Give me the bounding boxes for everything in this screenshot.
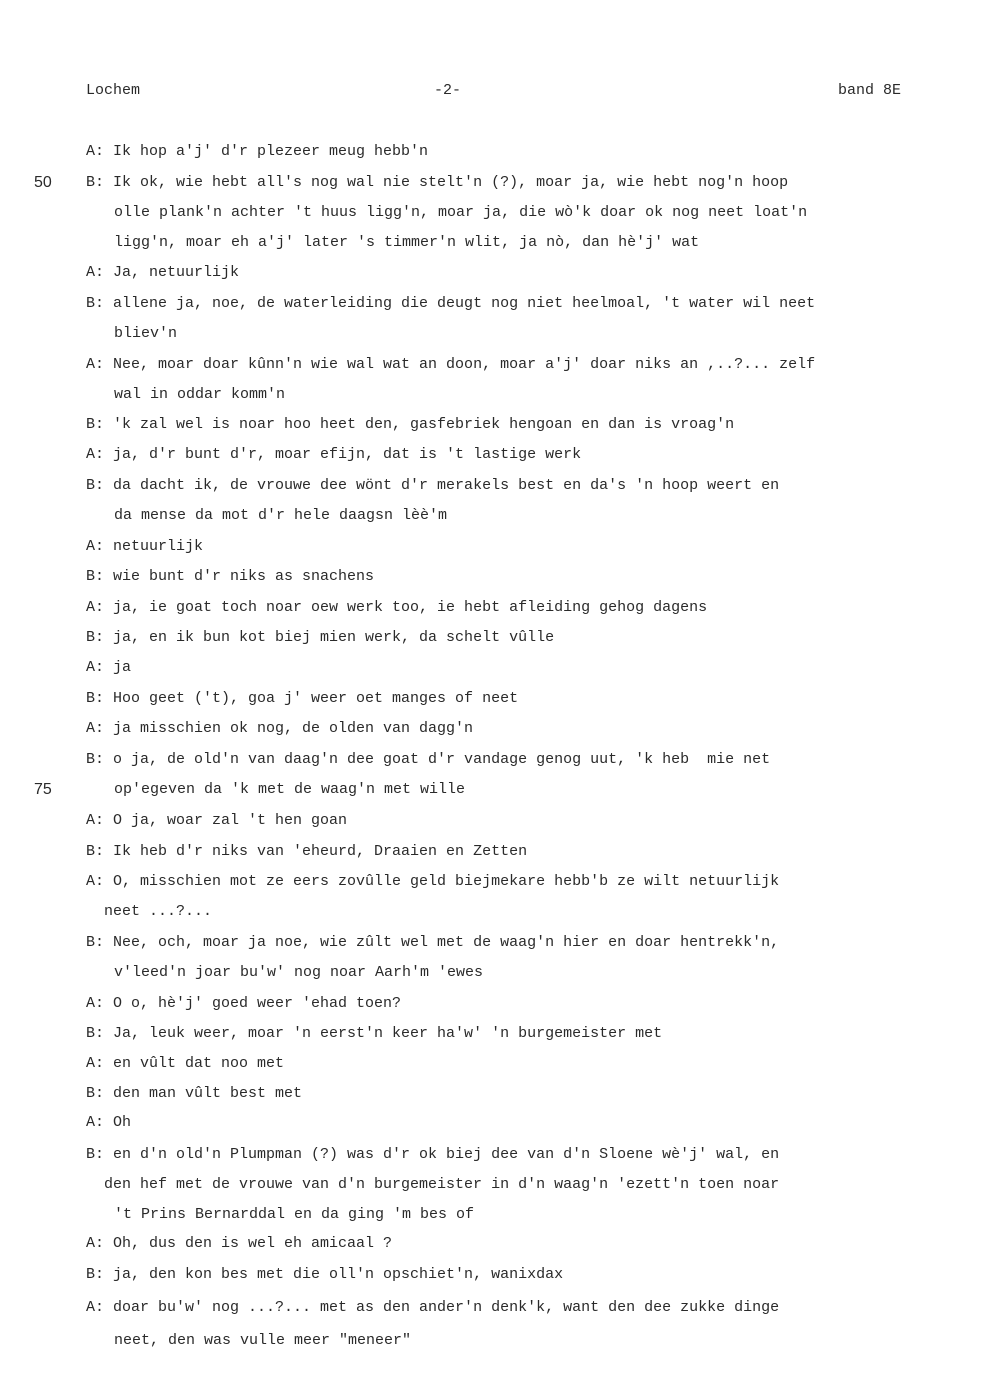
- transcript-line: A: Nee, moar doar kûnn'n wie wal wat an doon, moar a'j' doar niks an ,..?... zelf: [86, 356, 816, 373]
- transcript-line: B: da dacht ik, de vrouwe dee wönt d'r merakels best en da's 'n hoop weert en: [86, 477, 780, 494]
- transcript-line: A: ja, d'r bunt d'r, moar efijn, dat is 't lastige werk: [86, 446, 582, 463]
- transcript-line: B: wie bunt d'r niks as snachens: [86, 568, 375, 585]
- transcript-line: neet ...?...: [104, 903, 213, 920]
- transcript-line: B: ja, en ik bun kot biej mien werk, da schelt vûlle: [86, 629, 555, 646]
- transcript-line: A: doar bu'w' nog ...?... met as den ander'n denk'k, want den dee zukke dinge: [86, 1299, 780, 1316]
- transcript-line: op'egeven da 'k met de waag'n met wille: [114, 781, 466, 798]
- transcript-line: B: allene ja, noe, de waterleiding die deugt nog niet heelmoal, 't water wil neet: [86, 295, 816, 312]
- line-number-50: 50: [34, 174, 52, 191]
- line-number-75: 75: [34, 781, 52, 798]
- transcript-line: A: O o, hè'j' goed weer 'ehad toen?: [86, 995, 402, 1012]
- transcript-line: A: Oh, dus den is wel eh amicaal ?: [86, 1235, 393, 1252]
- transcript-line: wal in oddar komm'n: [114, 386, 286, 403]
- page-number: -2-: [434, 82, 462, 99]
- transcript-line: B: en d'n old'n Plumpman (?) was d'r ok biej dee van d'n Sloene wè'j' wal, en: [86, 1146, 780, 1163]
- transcript-line: A: ja misschien ok nog, de olden van dagg'n: [86, 720, 474, 737]
- transcript-line: B: 'k zal wel is noar hoo heet den, gasfebriek hengoan en dan is vroag'n: [86, 416, 735, 433]
- transcript-line: neet, den was vulle meer "meneer": [114, 1332, 412, 1349]
- transcript-line: B: Ik ok, wie hebt all's nog wal nie stelt'n (?), moar ja, wie hebt nog'n hoop: [86, 174, 789, 191]
- transcript-line: A: Oh: [86, 1114, 132, 1131]
- transcript-line: B: Hoo geet ('t), goa j' weer oet manges of neet: [86, 690, 519, 707]
- transcript-line: A: O, misschien mot ze eers zovûlle geld biejmekare hebb'b ze wilt netuurlijk: [86, 873, 780, 890]
- transcript-line: olle plank'n achter 't huus ligg'n, moar ja, die wò'k doar ok nog neet loat'n: [114, 204, 808, 221]
- transcript-line: A: Ik hop a'j' d'r plezeer meug hebb'n: [86, 143, 429, 160]
- transcript-line: A: O ja, woar zal 't hen goan: [86, 812, 348, 829]
- transcript-line: da mense da mot d'r hele daagsn lèè'm: [114, 507, 448, 524]
- tape-label: band 8E: [838, 82, 902, 99]
- transcript-line: A: en vûlt dat noo met: [86, 1055, 285, 1072]
- transcript-line: B: ja, den kon bes met die oll'n opschiet'n, wanixdax: [86, 1266, 564, 1283]
- transcript-line: B: Ja, leuk weer, moar 'n eerst'n keer ha'w' 'n burgemeister met: [86, 1025, 663, 1042]
- transcript-line: 't Prins Bernarddal en da ging 'm bes of: [114, 1206, 475, 1223]
- transcript-line: bliev'n: [114, 325, 178, 342]
- transcript-line: A: ja: [86, 659, 132, 676]
- transcript-line: B: o ja, de old'n van daag'n dee goat d'r vandage genog uut, 'k heb mie net: [86, 751, 771, 768]
- transcript-line: den hef met de vrouwe van d'n burgemeister in d'n waag'n 'ezett'n toen noar: [104, 1176, 780, 1193]
- transcript-line: B: Ik heb d'r niks van 'eheurd, Draaien en Zetten: [86, 843, 528, 860]
- transcript-line: v'leed'n joar bu'w' nog noar Aarh'm 'ewes: [114, 964, 484, 981]
- transcript-line: ligg'n, moar eh a'j' later 's timmer'n wlit, ja nò, dan hè'j' wat: [114, 234, 700, 251]
- transcript-line: A: netuurlijk: [86, 538, 204, 555]
- transcript-line: A: ja, ie goat toch noar oew werk too, ie hebt afleiding gehog dagens: [86, 599, 708, 616]
- transcript-line: A: Ja, netuurlijk: [86, 264, 240, 281]
- transcript-line: B: den man vûlt best met: [86, 1085, 303, 1102]
- transcript-line: B: Nee, och, moar ja noe, wie zûlt wel met de waag'n hier en doar hentrekk'n,: [86, 934, 780, 951]
- header-location: Lochem: [86, 82, 141, 99]
